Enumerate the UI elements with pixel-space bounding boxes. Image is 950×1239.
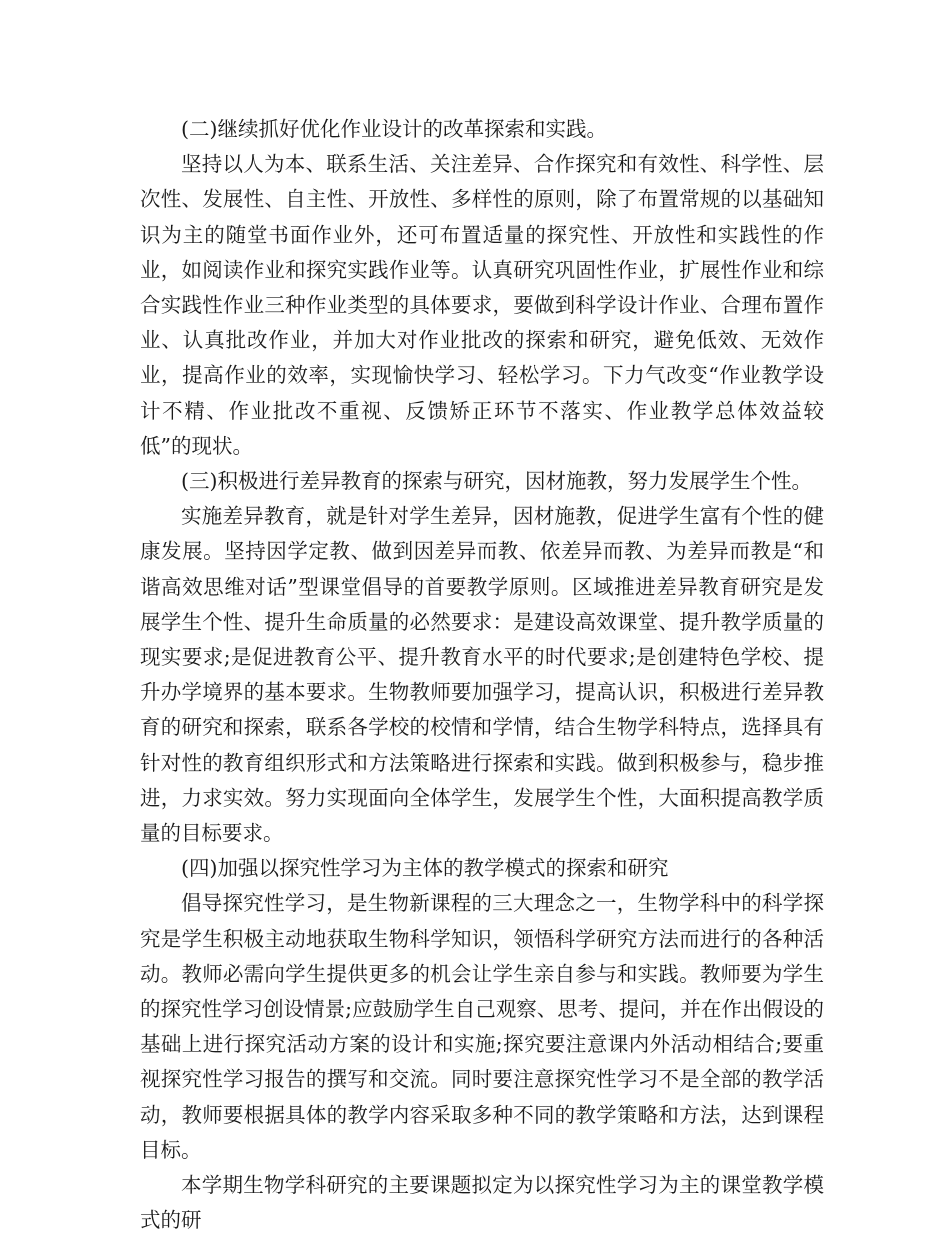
paragraph-differentiated-education: 实施差异教育，就是针对学生差异，因材施教，促进学生富有个性的健康发展。坚持因学定教、做到因差异而教、依差异而教、为差异而教是“和谐高效思维对话”型课堂倡导的首要教学原则。区域推进差异教育研究是发展学生个性、提升生命质量的必然要求：是建设高效课堂、提升教学质量的现实要求;是促进教育公平、提升教育水平的时代要求;是创建特色学校、提升办学境界的基本要求。生物教师要加强学习，提高认识，积极进行差异教育的研究和探索，联系各学校的校情和学情，结合生物学科特点，选择具有针对性的教育组织形式和方法策略进行探索和实践。做到积极参与，稳步推进，力求实效。努力实现面向全体学生，发展学生个性，大面积提高教学质量的目标要求。 <box>140 504 824 846</box>
section-heading-2: (二)继续抓好优化作业设计的改革探索和实践。 <box>181 117 607 141</box>
document-page <box>140 112 824 1239</box>
paragraph-research-topic: 本学期生物学科研究的主要课题拟定为以探究性学习为主的课堂教学模式的研 <box>140 1173 824 1233</box>
paragraph-homework-design: 坚持以人为本、联系生活、关注差异、合作探究和有效性、科学性、层次性、发展性、自主性、开放性、多样性的原则，除了布置常规的以基础知识为主的随堂书面作业外，还可布置适量的探究性、开放性和实践性的作业，如阅读作业和探究实践作业等。认真研究巩固性作业，扩展性作业和综合实践性作业三种作业类型的具体要求，要做到科学设计作业、合理布置作业、认真批改作业，并加大对作业批改的探索和研究，避免低效、无效作业，提高作业的效率，实现愉快学习、轻松学习。下力气改变“作业教学设计不精、作业批改不重视、反馈矫正环节不落实、作业教学总体效益较低”的现状。 <box>140 152 824 458</box>
paragraph-inquiry-learning: 倡导探究性学习，是生物新课程的三大理念之一，生物学科中的科学探究是学生积极主动地获取生物科学知识，领悟科学研究方法而进行的各种活动。教师必需向学生提供更多的机会让学生亲自参与和实践。教师要为学生的探究性学习创设情景;应鼓励学生自己观察、思考、提问，并在作出假设的基础上进行探究活动方案的设计和实施;探究要注意课内外活动相结合;要重视探究性学习报告的撰写和交流。同时要注意探究性学习不是全部的教学活动，教师要根据具体的教学内容采取多种不同的教学策略和方法，达到课程目标。 <box>140 891 824 1162</box>
section-heading-3: (三)积极进行差异教育的探索与研究，因材施教，努力发展学生个性。 <box>181 469 812 494</box>
section-heading-4: (四)加强以探究性学习为主体的教学模式的探索和研究 <box>181 856 669 881</box>
